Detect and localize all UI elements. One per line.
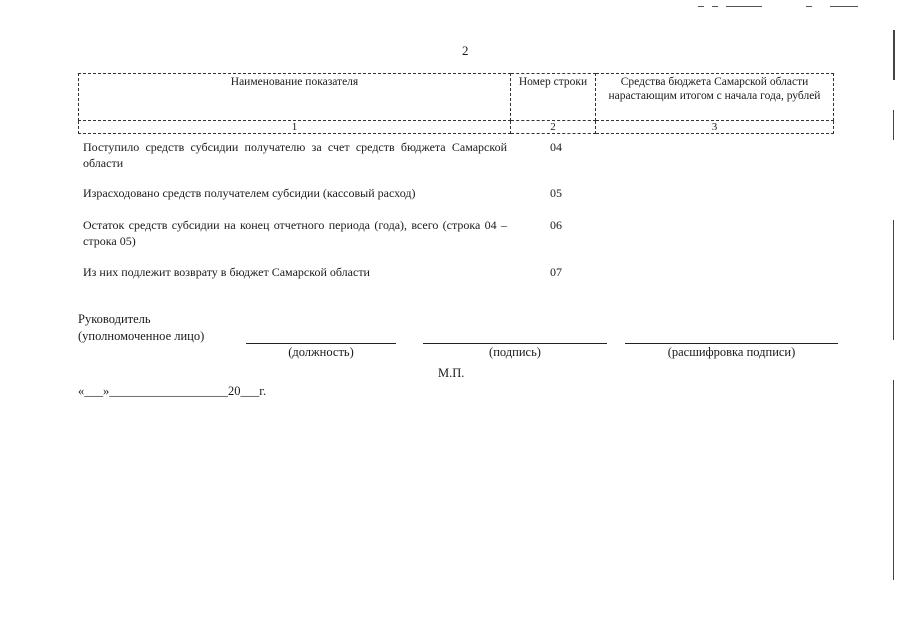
scan-mark <box>698 6 704 7</box>
row-label-06: Остаток средств субсидии на конец отчетного периода (года), всего (строка 04 – строка 05) <box>83 218 507 248</box>
signature-decoding-caption: (расшифровка подписи) <box>667 345 796 359</box>
row-code-05: 05 <box>550 186 562 200</box>
header-budget-funds: Средства бюджета Самарской области нарастающим итогом с начала года, рублей <box>596 74 834 121</box>
header-row-number: Номер строки <box>511 74 596 121</box>
column-number: 3 <box>596 121 834 134</box>
signature-line <box>423 343 607 344</box>
stamp-place: М.П. <box>438 366 465 380</box>
scan-edge-mark <box>893 380 894 580</box>
signatory-title: Руководитель <box>78 312 151 326</box>
row-code-04: 04 <box>550 140 562 154</box>
row-label-07: Из них подлежит возврату в бюджет Самарской области <box>83 265 370 279</box>
row-code-07: 07 <box>550 265 562 279</box>
signatory-subtitle: (уполномоченное лицо) <box>78 329 205 343</box>
date-line: «___»___________________20___г. <box>78 384 267 398</box>
page-number: 2 <box>462 43 469 58</box>
row-code-06: 06 <box>550 218 562 232</box>
column-number-row <box>79 121 834 134</box>
column-number: 2 <box>511 121 596 134</box>
scan-edge-mark <box>893 220 894 340</box>
report-table <box>78 73 834 134</box>
row-label-04: Поступило средств субсидии получателю за счет средств бюджета Самарской области <box>83 140 507 170</box>
scan-mark <box>806 6 812 7</box>
scan-mark <box>726 6 762 7</box>
signature-decoding-line <box>625 343 838 344</box>
position-caption: (должность) <box>288 345 354 359</box>
row-label-05: Израсходовано средств получателем субсидии (кассовый расход) <box>83 186 416 200</box>
scan-edge-mark <box>893 30 895 80</box>
signature-caption: (подпись) <box>489 345 541 359</box>
scan-edge-mark <box>893 110 894 140</box>
header-indicator-name: Наименование показателя <box>79 74 511 121</box>
scan-mark <box>830 6 858 7</box>
scan-mark <box>712 6 718 7</box>
column-number: 1 <box>79 121 511 134</box>
position-line <box>246 343 396 344</box>
table-header-row <box>79 74 834 121</box>
